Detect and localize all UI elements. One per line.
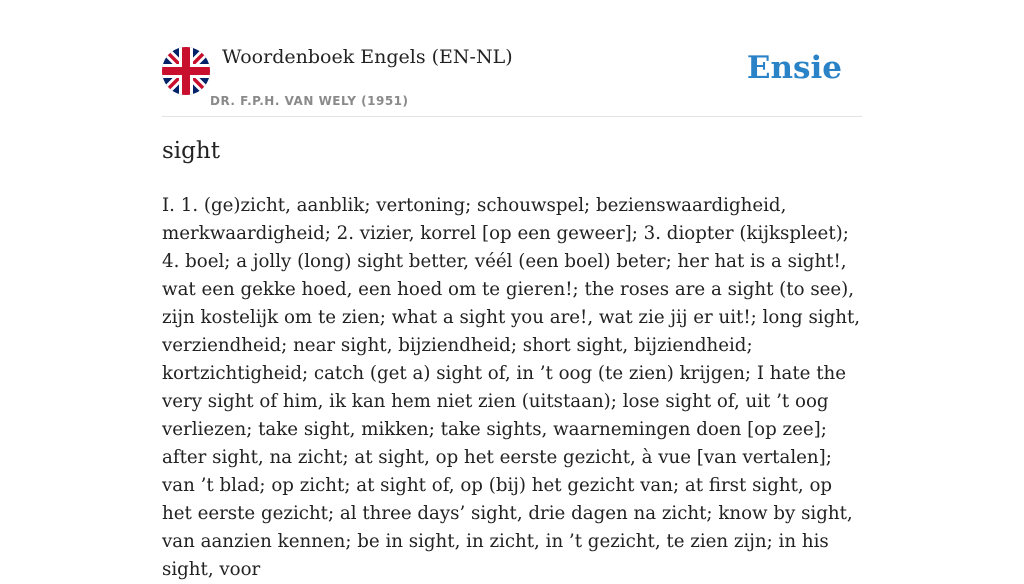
entry-definition: I. 1. (ge)zicht, aanblik; vertoning; schouwspel; bezienswaardigheid, merkwaardigheid; 2. vizier, korrel [op een geweer]; 3. diopter (kijkspleet); 4. boel; a jolly (long) sight better, véél (een boel) beter; her hat is a sight!, wat een gekke hoed, een hoed om te gieren!; the roses are a sight (to see), zijn kostelijk om te zien; what a sight you are!, wat zie jij er uit!; long sight, verziendheid; near sight, bijziendheid; short sight, bijziendheid; kortzichtigheid; catch (get a) sight of, in ’t oog (te zien) krijgen; I hate the very sight of him, ik kan hem niet zien (uitstaan); lose sight of, uit ’t oog verliezen; take sight, mikken; take sights, waarnemingen doen [op zee]; after sight, na zicht; at sight, op het eerste gezicht, à vue [van vertalen]; van ’t blad; op zicht; at sight of, op (bij) het gezicht van; at first sight, op het eerste gezicht; al three days’ sight, drie dagen na zicht; know by sight, van aanzien kennen; be in sight, in zicht, in ’t gezicht, te zien zijn; in his sight, voor <box>162 195 861 580</box>
dictionary-header <box>162 44 862 117</box>
uk-flag-icon <box>162 47 210 95</box>
dictionary-title[interactable]: Woordenboek Engels (EN-NL) <box>222 46 513 68</box>
entry-headword: sight <box>162 138 220 164</box>
dictionary-author: DR. F.P.H. VAN WELY (1951) <box>210 94 409 108</box>
ensie-logo[interactable]: Ensie <box>746 50 842 86</box>
